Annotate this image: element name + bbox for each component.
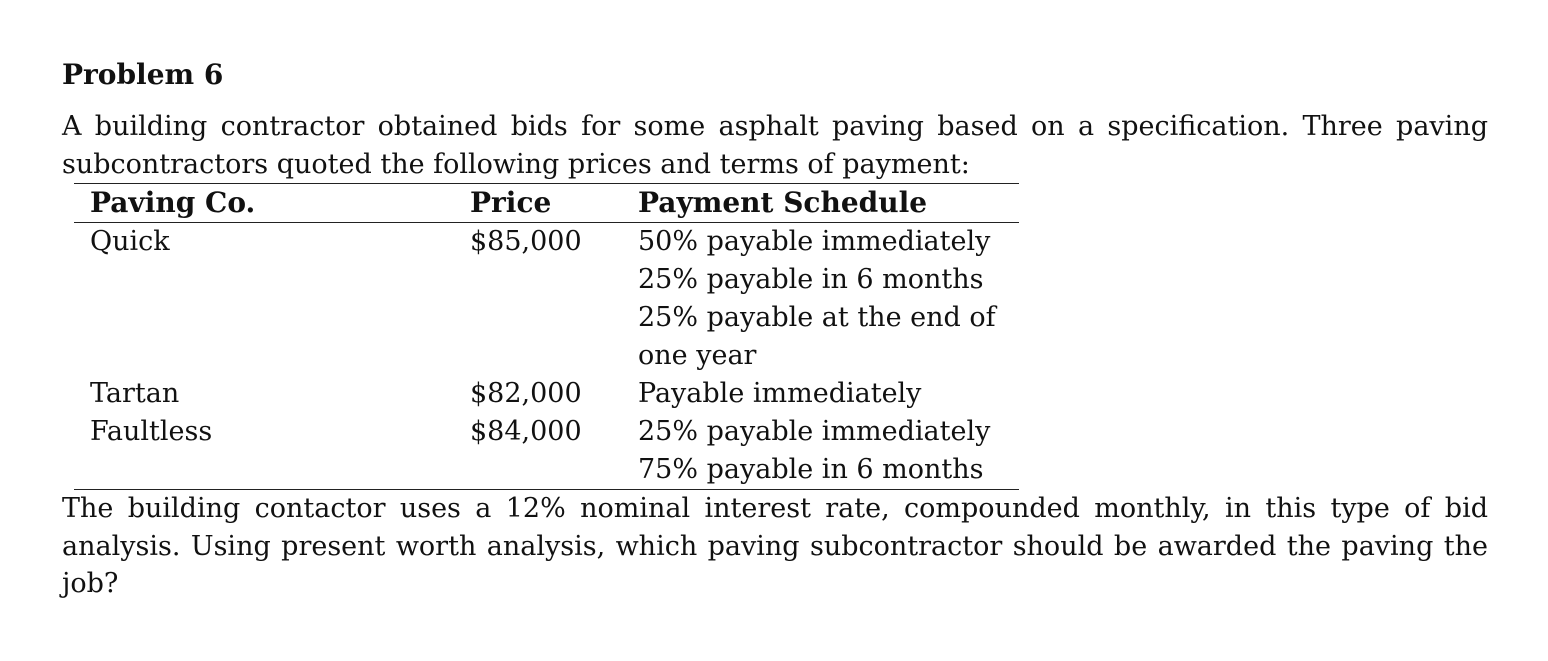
schedule-cell [638, 375, 1019, 413]
schedule-line: Payable immediately [638, 378, 922, 409]
schedule-line: 50% payable immediately [638, 226, 991, 257]
bids-table [74, 183, 1019, 490]
price-cell: $85,000 [470, 226, 582, 257]
schedule-cell [638, 413, 1019, 490]
company-cell: Quick [90, 226, 170, 257]
header-company: Paving Co. [90, 186, 256, 219]
bids-table-wrap [74, 183, 1019, 490]
table-row [74, 223, 1019, 376]
header-price: Price [470, 186, 552, 219]
problem-intro: A building contractor obtained bids for some asphalt paving based on a specification. Three paving subcontractors quoted the following prices and terms of payment: [62, 111, 1488, 180]
price-cell: $82,000 [470, 378, 582, 409]
schedule-line: 75% payable in 6 months [638, 454, 984, 485]
problem-closing: The building contactor uses a 12% nominal interest rate, compounded monthly, in this type of bid analysis. Using present worth analysis, which paving subcontractor should be awarded the paving the job? [62, 493, 1488, 599]
problem-document [62, 52, 1488, 603]
table-row [74, 413, 1019, 490]
company-cell: Faultless [90, 416, 213, 447]
price-cell: $84,000 [470, 416, 582, 447]
table-header-row [74, 184, 1019, 223]
schedule-line: 25% payable in 6 months [638, 264, 984, 295]
company-cell: Tartan [90, 378, 180, 409]
table-row [74, 375, 1019, 413]
schedule-line: 25% payable at the end of [638, 302, 996, 333]
header-schedule: Payment Schedule [638, 186, 928, 219]
schedule-line: 25% payable immediately [638, 416, 991, 447]
schedule-line: one year [638, 340, 757, 371]
problem-heading: Problem 6 [62, 58, 224, 91]
schedule-cell [638, 223, 1019, 376]
